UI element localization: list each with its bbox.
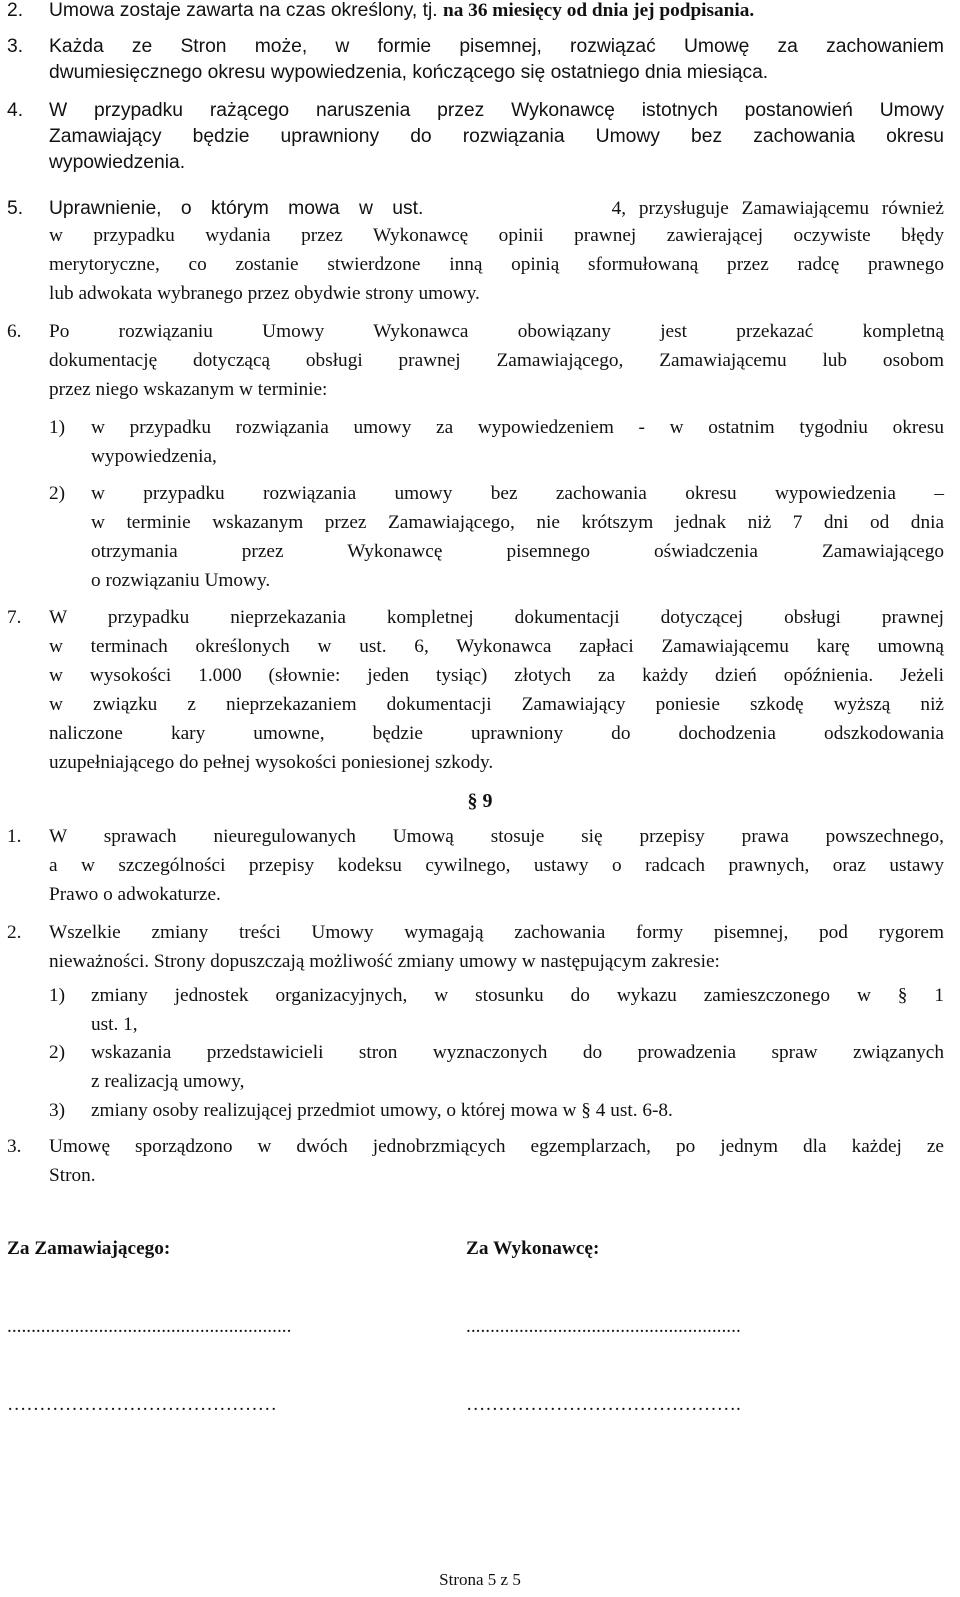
clause-text-line: dwumiesięcznego okresu wypowiedzenia, kończącego się ostatniego dnia miesiąca. — [49, 62, 769, 83]
clause-text-line: w terminach określonych w ust. 6, Wykonawca zapłaci Zamawiającemu karę umowną — [49, 636, 944, 657]
clause-text: Umowa zostaje zawarta na czas określony, tj. — [49, 0, 443, 21]
clause-number: 5. — [7, 198, 24, 219]
section-heading: § 9 — [467, 790, 493, 812]
item-number: 1) — [49, 985, 66, 1006]
signature-title-contractor: Za Wykonawcę: — [466, 1238, 600, 1259]
item-text-line: wypowiedzenia, — [91, 446, 217, 467]
signature-title-client: Za Zamawiającego: — [7, 1238, 171, 1259]
clause-number: 6. — [7, 321, 22, 342]
clause-text-line: W sprawach nieuregulowanych Umową stosuje się przepisy prawa powszechnego, — [49, 826, 944, 847]
signature-line-client: ........................................................... — [7, 1316, 292, 1337]
clause-text-line: merytoryczne, co zostanie stwierdzone inną opinią sformułowaną przez radcę prawnego — [49, 254, 944, 275]
clause-text: 4, przysługuje Zamawiającemu również — [611, 198, 944, 219]
clause-text-bold: na 36 miesięcy od dnia jej podpisania. — [443, 0, 755, 21]
clause-text-line: Stron. — [49, 1165, 96, 1186]
item-text-line: ust. 1, — [91, 1014, 138, 1035]
item-number: 3) — [49, 1100, 66, 1121]
clause-text-sans: Uprawnienie, o którym mowa w ust. — [49, 198, 424, 219]
clause-number: 3. — [7, 1136, 22, 1157]
clause-text-line: Wszelkie zmiany treści Umowy wymagają zachowania formy pisemnej, pod rygorem — [49, 922, 944, 943]
item-text-line: w przypadku rozwiązania umowy za wypowiedzeniem - w ostatnim tygodniu okresu — [91, 417, 944, 438]
clause-number: 2. — [7, 0, 24, 21]
clause-text-line: naliczone kary umowne, będzie uprawniony do dochodzenia odszkodowania — [49, 723, 944, 744]
clause-text-line: lub adwokata wybranego przez obydwie strony umowy. — [49, 283, 480, 304]
signature-name-line-contractor: ……………………………………. — [466, 1394, 741, 1415]
clause-text-line: Prawo o adwokaturze. — [49, 884, 221, 905]
item-text-line: zmiany osoby realizującej przedmiot umowy, o której mowa w § 4 ust. 6-8. — [91, 1100, 673, 1121]
clause-text-line: Każda ze Stron może, w formie pisemnej, rozwiązać Umowę za zachowaniem — [49, 36, 944, 57]
page-number-footer: Strona 5 z 5 — [439, 1570, 521, 1589]
item-text-line: z realizacją umowy, — [91, 1071, 245, 1092]
item-number: 2) — [49, 483, 66, 504]
clause-text-line: W przypadku nieprzekazania kompletnej dokumentacji dotyczącej obsługi prawnej — [49, 607, 944, 628]
clause-text-line: uzupełniającego do pełnej wysokości poniesionej szkody. — [49, 752, 494, 773]
clause-text-line: w związku z nieprzekazaniem dokumentacji Zamawiający poniesie szkodę wyższą niż — [49, 694, 944, 715]
clause-text-line: W przypadku rażącego naruszenia przez Wykonawcę istotnych postanowień Umowy — [49, 100, 944, 121]
clause-number: 1. — [7, 826, 22, 847]
clause-text-line: a w szczególności przepisy kodeksu cywilnego, ustawy o radcach prawnych, oraz ustawy — [49, 855, 944, 876]
clause-text-line: dokumentację dotyczącą obsługi prawnej Zamawiającego, Zamawiającemu lub osobom — [49, 350, 944, 371]
clause-number: 4. — [7, 100, 24, 121]
clause-number: 2. — [7, 922, 22, 943]
clause-text-line: wypowiedzenia. — [49, 152, 186, 173]
clause-number: 3. — [7, 36, 24, 57]
clause-text-line: w przypadku wydania przez Wykonawcę opinii prawnej zawierającej oczywiste błędy — [49, 225, 944, 246]
clause-text-line: nieważności. Strony dopuszczają możliwość zmiany umowy w następującym zakresie: — [49, 951, 720, 972]
item-text-line: wskazania przedstawicieli stron wyznaczonych do prowadzenia spraw związanych — [91, 1042, 944, 1063]
clause-text-line: Umowę sporządzono w dwóch jednobrzmiących egzemplarzach, po jednym dla każdej ze — [49, 1136, 944, 1157]
clause-text-line: w wysokości 1.000 (słownie: jeden tysiąc) złotych za każdy dzień opóźnienia. Jeżeli — [49, 665, 944, 686]
signature-line-contractor: ......................................................... — [466, 1316, 741, 1337]
clause-text-line: Zamawiający będzie uprawniony do rozwiązania Umowy bez zachowania okresu — [49, 126, 944, 147]
item-number: 1) — [49, 417, 66, 438]
item-text-line: zmiany jednostek organizacyjnych, w stosunku do wykazu zamieszczonego w § 1 — [91, 985, 944, 1006]
item-text-line: w terminie wskazanym przez Zamawiającego, nie krótszym jednak niż 7 dni od dnia — [91, 512, 944, 533]
clause-text-line: przez niego wskazanym w terminie: — [49, 379, 328, 400]
signature-name-line-client: …………………………………… — [7, 1394, 277, 1415]
item-text-line: otrzymania przez Wykonawcę pisemnego oświadczenia Zamawiającego — [91, 541, 944, 562]
item-text-line: o rozwiązaniu Umowy. — [91, 570, 271, 591]
clause-number: 7. — [7, 607, 22, 628]
item-text-line: w przypadku rozwiązania umowy bez zachowania okresu wypowiedzenia – — [91, 483, 944, 504]
item-number: 2) — [49, 1042, 66, 1063]
clause-text-line: Po rozwiązaniu Umowy Wykonawca obowiązany jest przekazać kompletną — [49, 321, 944, 342]
